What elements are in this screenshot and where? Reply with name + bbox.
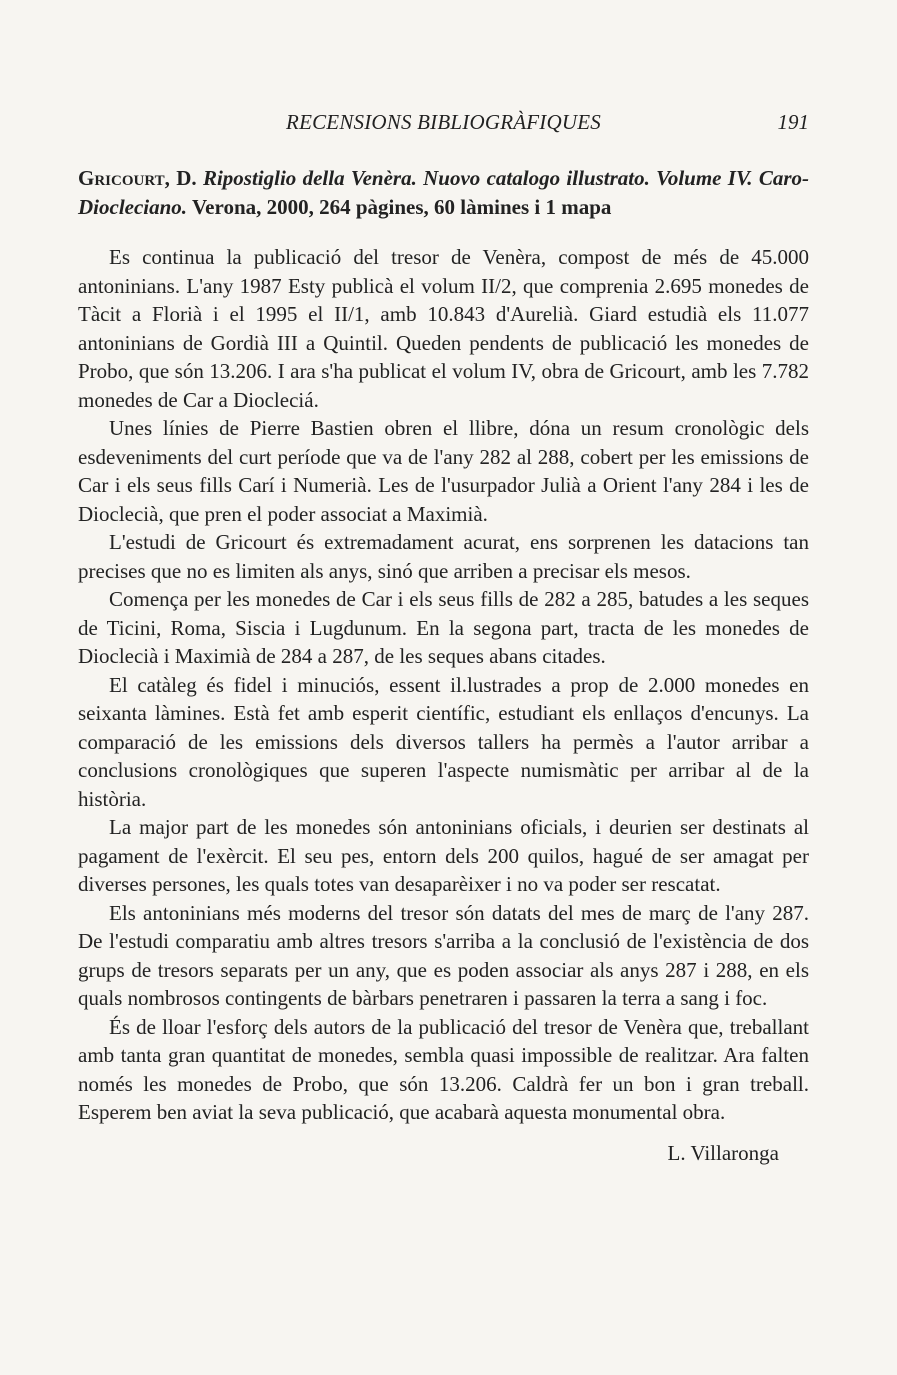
paragraph: És de lloar l'esforç dels autors de la publicació del tresor de Venèra que, treballant amb tanta gran quantitat de monedes, sembla quasi impossible de realitzar. Ara falten només les monedes de Probo, que són 13.206. Caldrà fer un bon i gran treball. Esperem ben aviat la seva publicació, que acabarà aquesta monumental obra. xyxy=(78,1014,809,1124)
citation xyxy=(78,164,809,221)
paragraph: La major part de les monedes són antoninians oficials, i deurien ser destinats al pagament de l'exèrcit. El seu pes, entorn dels 200 quilos, hagué de ser amagat per diverses persones, les quals totes van desaparèixer i no va poder ser rescatat. xyxy=(78,815,809,896)
paragraph: L'estudi de Gricourt és extremadament acurat, ens sorprenen les datacions tan precises que no es limiten als anys, sinó que arriben a precisar els mesos. xyxy=(78,530,809,583)
signature: L. Villaronga xyxy=(667,1140,779,1165)
running-title: RECENSIONS BIBLIOGRÀFIQUES xyxy=(286,110,601,134)
paragraph: Unes línies de Pierre Bastien obren el llibre, dóna un resum cronològic dels esdeveniments del curt període que va de l'any 282 al 288, cobert per les emissions de Car i els seus fills Carí i Numerià. Les de l'usurpador Julià a Orient l'any 284 i les de Dioclecià, que pren el poder associat a Maximià. xyxy=(78,416,809,526)
citation-publication: Verona, 2000, 264 pàgines, 60 làmines i 1 mapa xyxy=(191,194,612,219)
paragraph: El catàleg és fidel i minuciós, essent il.lustrades a prop de 2.000 monedes en seixanta làmines. Està fet amb esperit científic, estudiant els enllaços d'encunys. La comparació de les emissions dels diversos tallers ha permès a l'autor arribar a conclusions cronològiques que superen l'aspecte numismàtic per arribar al de la història. xyxy=(78,672,809,811)
review-entry xyxy=(78,164,809,1167)
running-head xyxy=(78,106,809,138)
citation-author: Gricourt, D. xyxy=(78,166,197,190)
paragraph: Comença per les monedes de Car i els seus fills de 282 a 285, batudes a les seques de Ticini, Roma, Siscia i Lugdunum. En la segona part, tracta de les monedes de Dioclecià i Maximià de 284 a 287, de les seques abans citades. xyxy=(78,587,809,668)
paragraph: Es continua la publicació del tresor de Venèra, compost de més de 45.000 antoninians. L'any 1987 Esty publicà el volum II/2, que comprenia 2.695 monedes de Tàcit a Florià i el 1995 el II/1, amb 10.843 d'Aurelià. Giard estudià els 11.077 antoninians de Gordià III a Quintil. Queden pendents de publicació les monedes de Probo, que són 13.206. I ara s'ha publicat el volum IV, obra de Gricourt, amb les 7.782 monedes de Car a Diocleciá. xyxy=(78,245,809,412)
citation-title: Ripostiglio della Venèra. Nuovo catalogo illustrato. Volume IV. Caro-Diocleciano. xyxy=(78,166,810,219)
paragraph: Els antoninians més moderns del tresor són datats del mes de març de l'any 287. De l'estudi comparatiu amb altres tresors s'arriba a la conclusió de l'existència de dos grups de tresors separats per un any, que es poden associar als anys 287 i 288, en els quals nombrosos contingents de bàrbars penetraren i passaren la terra a sang i foc. xyxy=(78,900,809,1010)
page-number: 191 xyxy=(777,110,809,134)
